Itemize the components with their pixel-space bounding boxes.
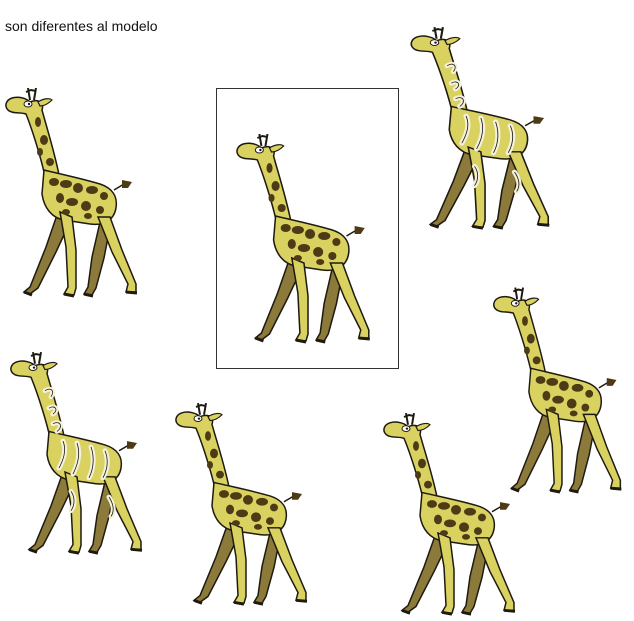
giraffe-option-mid-bottom-1[interactable] bbox=[170, 378, 320, 610]
giraffe-option-right-top[interactable] bbox=[405, 2, 563, 234]
giraffe-option-left-bottom[interactable] bbox=[5, 327, 155, 559]
instruction-text: son diferentes al modelo bbox=[5, 18, 158, 34]
giraffe-model bbox=[231, 108, 383, 348]
giraffe-option-left-top[interactable] bbox=[0, 62, 150, 302]
giraffe-option-right-mid[interactable] bbox=[488, 262, 634, 498]
